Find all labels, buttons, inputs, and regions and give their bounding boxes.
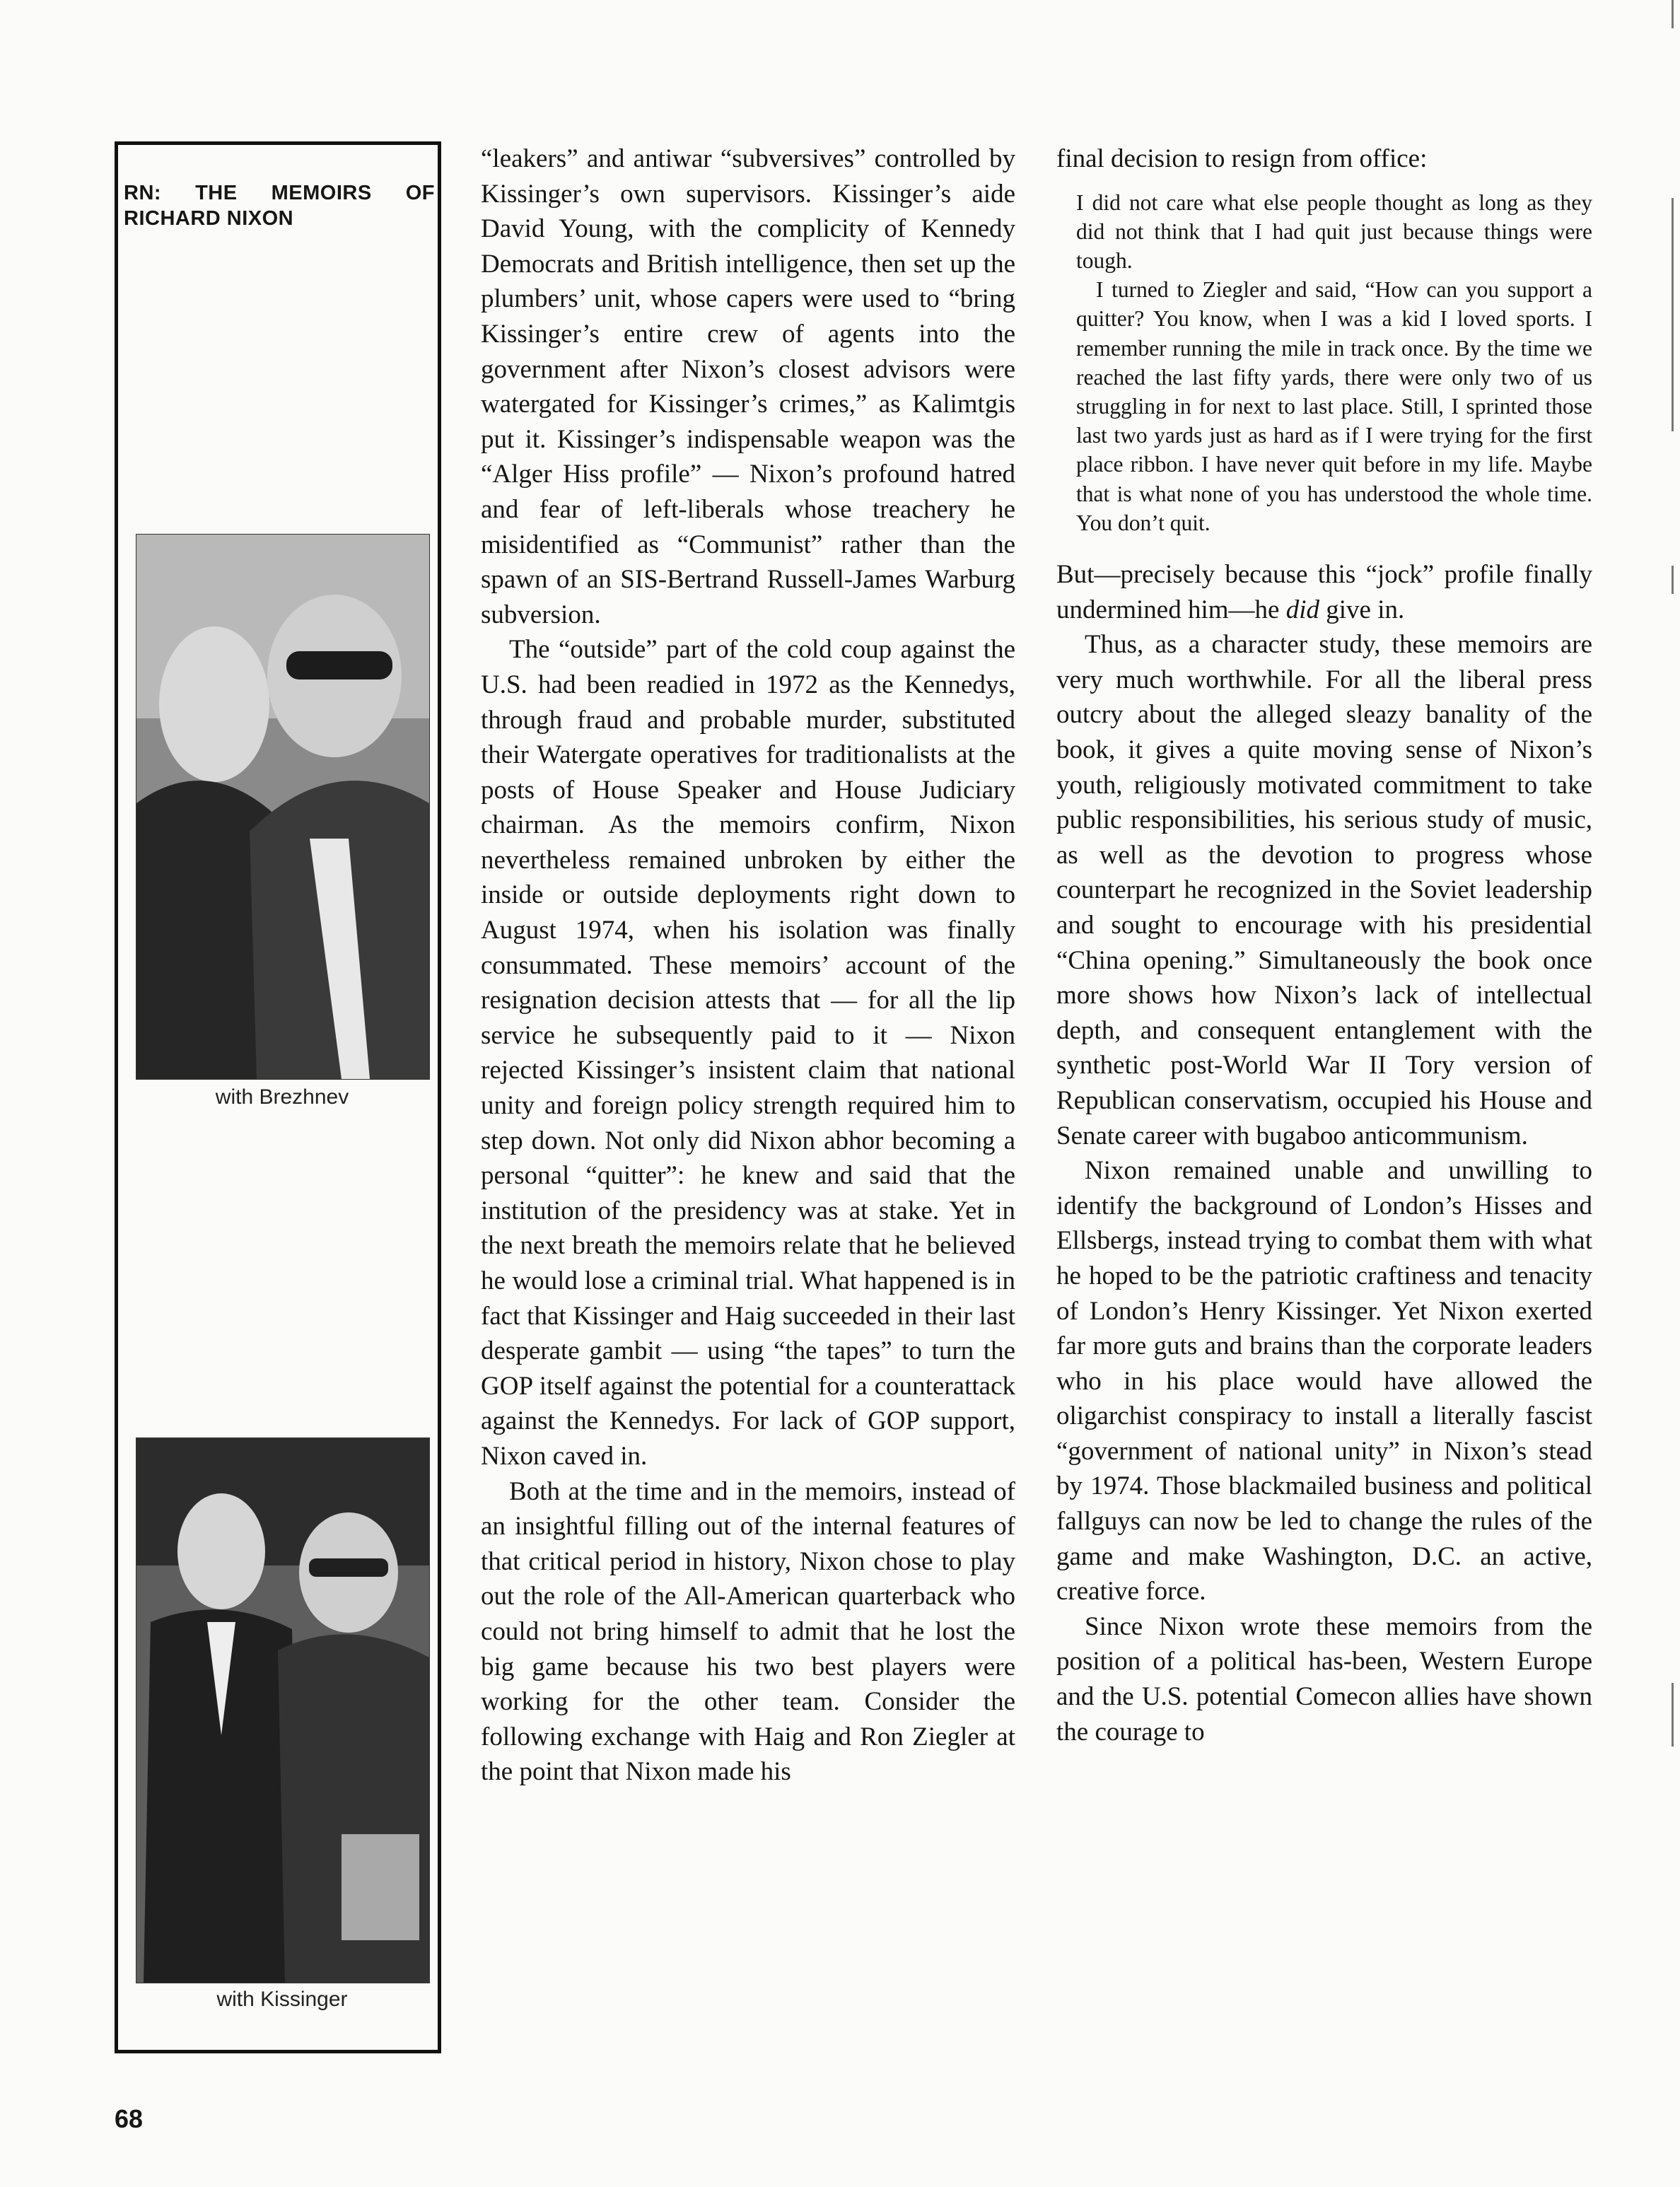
photo-caption-kissinger: with Kissinger	[216, 1988, 348, 2011]
body-paragraph: The “outside” part of the cold coup against the U.S. had been readied in 1972 as the Kennedys, through fraud and probable murder, substituted their Watergate operatives for traditionalists at the posts of House Speaker and House Judiciary chairman. As the memoirs confirm, Nixon nevertheless remained unbroken by either the inside or outside deployments right down to August 1974, when his isolation was finally consummated. These memoirs’ account of the resignation decision attests that — for all the lip service he subsequently paid to it — Nixon rejected Kissinger’s insistent claim that national unity and foreign policy strength required him to step down. Not only did Nixon abhor becoming a personal “quitter”: he knew and said that the institution of the presidency was at stake. Yet in the next breath the memoirs relate that he believed he would lose a criminal trial. What happened is in fact that Kissinger and Haig succeeded in their last desperate gambit — using “the tapes” to turn the GOP itself against the potential for a counterattack against the Kennedys. For lack of GOP support, Nixon caved in.	[481, 635, 1015, 1471]
article-column-middle	[481, 141, 1015, 2051]
sidebar-box	[115, 141, 441, 2053]
quote-paragraph: I turned to Ziegler and said, “How can you support a quitter? You know, when I was a kid I loved sports. I remember running the mile in track once. By the time we reached the last fifty yards, there were only two of us struggling in for next to last place. Still, I sprinted those last two yards just as hard as if I were trying for the first place ribbon. I have never quit before in my life. Maybe that is what none of you has understood the whole time. You don’t quit.	[1076, 277, 1592, 535]
sidebar-title: RN: THE MEMOIRS OF RICHARD NIXON	[124, 182, 435, 230]
body-text: give in.	[1319, 595, 1405, 624]
photo-with-kissinger	[136, 1437, 430, 1983]
emphasis-text: did	[1285, 595, 1319, 624]
body-paragraph: Nixon remained unable and unwilling to identify the background of London’s Hisses and Ellsbergs, instead trying to combat them with what he hoped to be the patriotic craftiness and tenacity of London’s Henry Kissinger. Yet Nixon exerted far more guts and brains than the corporate leaders who in his place would have allowed the oligarchist conspiracy to install a literally fascist “government of national unity” in Nixon’s stead by 1974. Those blackmailed business and political fallguys can now be led to change the rules of the game and make Washington, D.C. an active, creative force.	[1056, 1156, 1592, 1606]
body-paragraph: final decision to resign from office:	[1056, 144, 1428, 173]
photograph-two-men-icon	[136, 535, 429, 1079]
scan-edge-mark	[1672, 0, 1674, 28]
photograph-two-men-smiling-icon	[136, 1438, 429, 1983]
page-number: 68	[115, 2104, 144, 2133]
block-quote	[1076, 188, 1592, 537]
scan-edge-mark	[1672, 198, 1674, 431]
body-paragraph: Both at the time and in the memoirs, instead of an insightful filling out of the internal features of that critical period in history, Nixon chose to play out the role of the All-American quarterback who could not bring himself to admit that he lost the big game because his two best players were working for the other team. Consider the following exchange with Haig and Ron Ziegler at the point that Nixon made his	[481, 1476, 1015, 1787]
photo-with-brezhnev	[136, 534, 430, 1080]
body-paragraph	[1056, 557, 1592, 627]
body-paragraph: Thus, as a character study, these memoirs are very much worthwhile. For all the liberal press outcry about the alleged sleazy banality of the book, it gives a quite moving sense of Nixon’s youth, religiously motivated commitment to take public responsibilities, his serious study of music, as well as the devotion to progress whose counterpart he recognized in the Soviet leadership and sought to encourage with his presidential “China opening.” Simultaneously the book once more shows how Nixon’s lack of intellectual depth, and consequent entanglement with the synthetic post-World War II Tory version of Republican conservatism, occupied his House and Senate career with bugaboo anticommunism.	[1056, 630, 1592, 1150]
body-paragraph: Since Nixon wrote these memoirs from the position of a political has-been, Western Europe and the U.S. potential Comecon allies have shown the courage to	[1056, 1611, 1592, 1746]
photo-caption-brezhnev: with Brezhnev	[215, 1085, 349, 1109]
body-paragraph: “leakers” and antiwar “subversives” controlled by Kissinger’s own supervisors. Kissinger’s aide David Young, with the complicity of Kennedy Democrats and British intelligence, then set up the plumbers’ unit, whose capers were used to “bring Kissinger’s entire crew of agents into the government after Nixon’s closest advisors were watergated for Kissinger’s crimes,” as Kalimtgis put it. Kissinger’s indispensable weapon was the “Alger Hiss profile” — Nixon’s profound hatred and fear of left-liberals whose treachery he misidentified as “Communist” rather than the spawn of an SIS-Bertrand Russell-James Warburg subversion.	[481, 144, 1015, 629]
quote-paragraph: I did not care what else people thought as long as they did not think that I had quit just because things were tough.	[1076, 189, 1592, 273]
scan-edge-mark	[1672, 566, 1674, 594]
body-text: But—precisely because this “jock” profile finally undermined him—he	[1056, 560, 1592, 624]
scan-edge-mark	[1672, 1683, 1674, 1746]
article-column-right	[1056, 141, 1592, 2051]
